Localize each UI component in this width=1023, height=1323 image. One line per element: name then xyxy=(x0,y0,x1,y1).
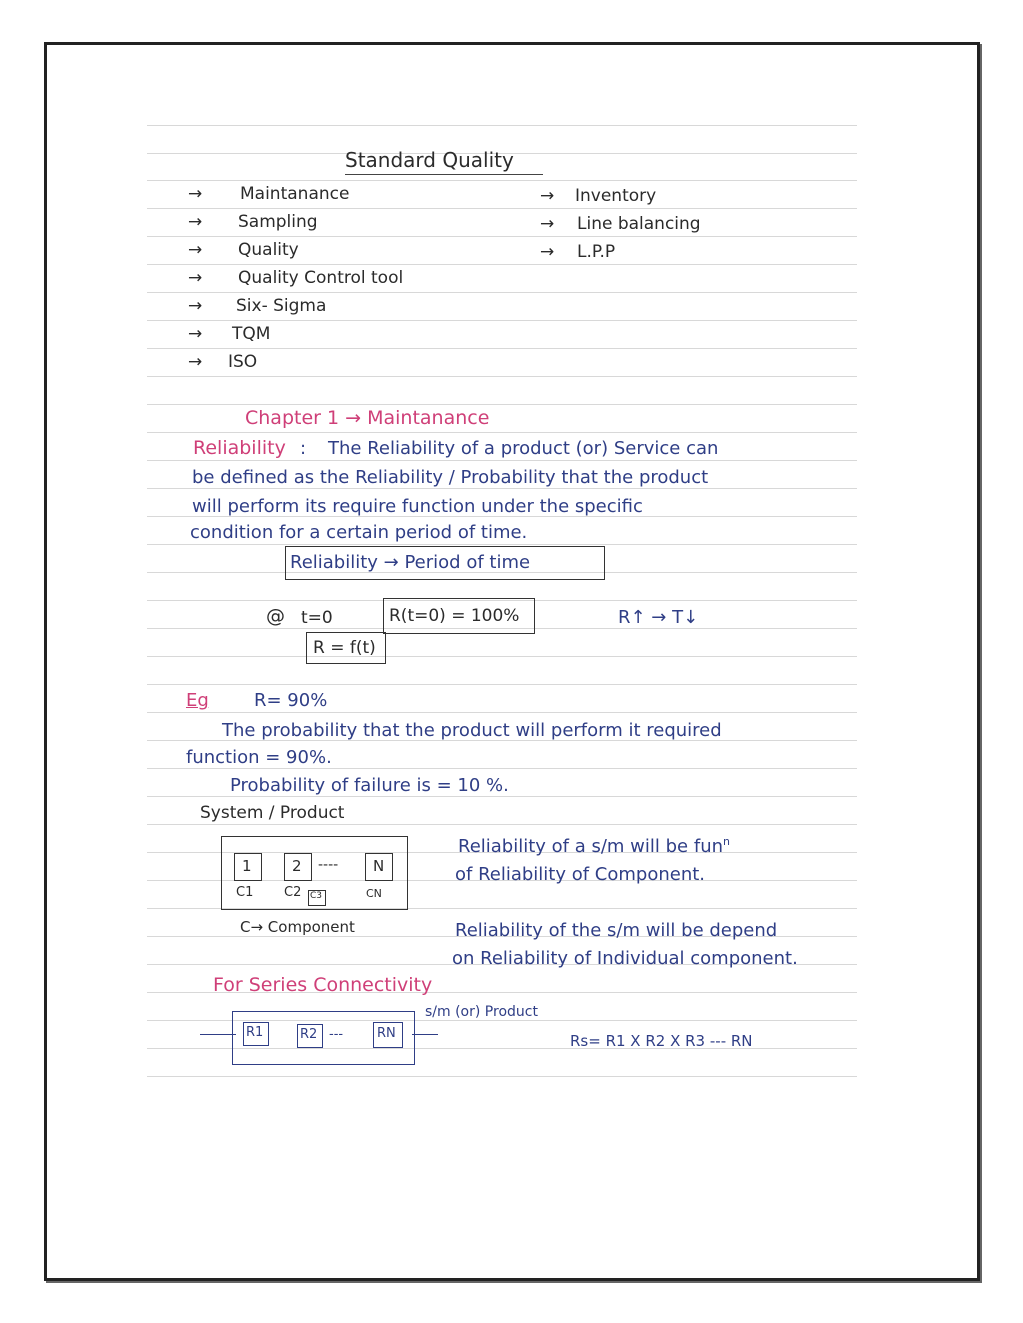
note-line: on Reliability of Individual component. xyxy=(452,948,798,969)
reliability-colon: : xyxy=(300,438,307,459)
page-title: Standard Quality xyxy=(345,148,514,172)
resistor-box xyxy=(373,1022,403,1048)
note-text: Reliability of a s/m will be fun xyxy=(458,836,724,857)
topic-item: Line balancing xyxy=(577,214,701,234)
component-number: 1 xyxy=(242,857,252,875)
component-box xyxy=(365,853,393,881)
definition-line: condition for a certain period of time. xyxy=(190,522,528,543)
example-label: Eg xyxy=(186,690,209,711)
component-label: C1 xyxy=(236,885,254,900)
series-formula: Rs= R1 X R2 X R3 --- RN xyxy=(570,1032,753,1050)
component-legend: C→ Component xyxy=(240,918,355,936)
note-line: Reliability of the s/m will be depend xyxy=(455,920,778,941)
topic-item: Sampling xyxy=(238,212,318,232)
component-c3-label: C3 xyxy=(310,891,323,901)
arrow-icon: → xyxy=(188,212,203,232)
definition-line: The Reliability of a product (or) Service can xyxy=(328,438,719,459)
topic-item: Quality Control tool xyxy=(238,268,404,288)
example-line: Probability of failure is = 10 %. xyxy=(230,775,509,796)
arrow-icon: → xyxy=(540,214,555,234)
topic-item: TQM xyxy=(232,324,271,344)
arrow-icon: → xyxy=(540,242,555,262)
arrow-icon: → xyxy=(188,296,203,316)
resistor-label: R2 xyxy=(300,1027,318,1042)
system-diagram xyxy=(221,836,408,910)
topic-item: Maintanance xyxy=(240,184,350,204)
definition-line: be defined as the Reliability / Probability that the product xyxy=(192,467,709,488)
at-symbol: @ xyxy=(266,605,285,627)
r-ft-box xyxy=(306,632,386,664)
example-line: function = 90%. xyxy=(186,747,332,768)
r-t0-text: R(t=0) = 100% xyxy=(389,606,520,626)
resistor-box xyxy=(297,1024,323,1048)
topic-item: L.P.P xyxy=(577,242,616,262)
note-line: of Reliability of Component. xyxy=(455,864,706,885)
topic-item: ISO xyxy=(228,352,258,372)
page-frame xyxy=(44,42,980,1281)
component-number: 2 xyxy=(292,857,302,875)
resistor-dashes: --- xyxy=(329,1027,344,1042)
reliability-term: Reliability xyxy=(193,437,286,459)
arrow-icon: → xyxy=(188,268,203,288)
component-label: C2 xyxy=(284,885,302,900)
title-underline xyxy=(345,174,543,175)
series-label: s/m (or) Product xyxy=(425,1004,538,1020)
definition-line: will perform its require function under the specific xyxy=(192,496,643,517)
arrow-icon: → xyxy=(188,184,203,204)
component-number: N xyxy=(373,857,385,875)
reliability-time-box xyxy=(285,546,605,580)
chapter-heading: Chapter 1 → Maintanance xyxy=(245,407,490,429)
series-wire-right xyxy=(412,1034,438,1035)
component-box xyxy=(284,853,312,881)
topic-item: Six- Sigma xyxy=(236,296,327,316)
superscript-n: n xyxy=(723,835,730,848)
component-label: CN xyxy=(366,887,382,900)
component-box xyxy=(234,853,262,881)
arrow-icon: → xyxy=(188,324,203,344)
t-zero: t=0 xyxy=(301,608,333,628)
component-dashes: ---- xyxy=(318,857,339,873)
component-c3-box xyxy=(308,890,326,906)
example-line: The probability that the product will perform it required xyxy=(222,720,722,741)
arrow-icon: → xyxy=(540,186,555,206)
r-t-relation: R↑ → T↓ xyxy=(618,607,699,628)
topic-item: Inventory xyxy=(575,186,657,206)
arrow-icon: → xyxy=(188,352,203,372)
series-diagram xyxy=(232,1011,415,1065)
topic-item: Quality xyxy=(238,240,299,260)
resistor-label: R1 xyxy=(246,1025,264,1040)
r-t0-box xyxy=(383,598,535,634)
series-wire-left xyxy=(200,1034,236,1035)
r-ft-text: R = f(t) xyxy=(313,638,376,658)
example-r-value: R= 90% xyxy=(254,690,328,711)
arrow-icon: → xyxy=(188,240,203,260)
resistor-label: RN xyxy=(377,1026,396,1041)
series-heading: For Series Connectivity xyxy=(213,974,433,996)
note-line xyxy=(458,835,730,857)
system-product-label: System / Product xyxy=(200,803,345,823)
resistor-box xyxy=(243,1022,269,1046)
reliability-time-text: Reliability → Period of time xyxy=(290,552,531,573)
